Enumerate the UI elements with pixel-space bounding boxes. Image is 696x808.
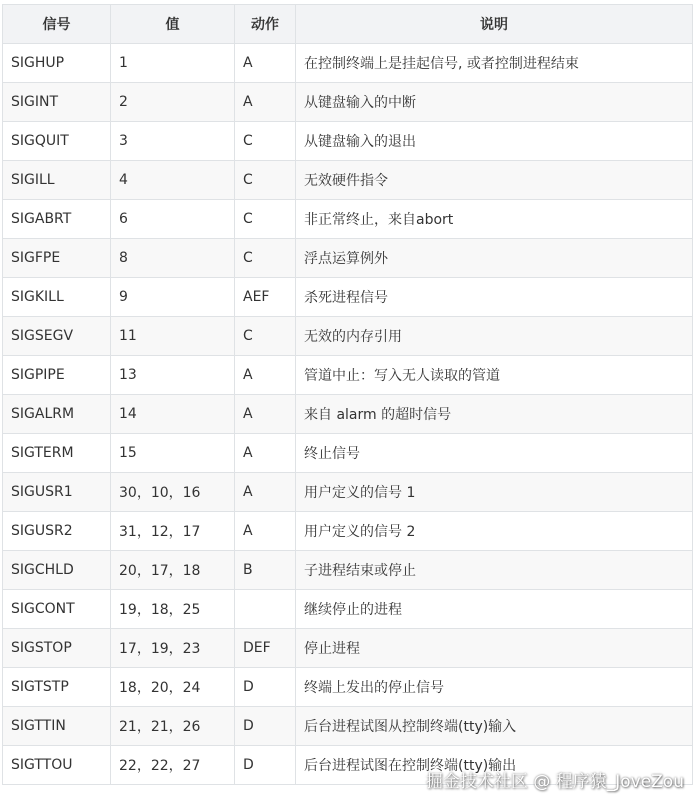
cell-action: C [235, 200, 296, 239]
cell-action: A [235, 356, 296, 395]
cell-action: D [235, 707, 296, 746]
cell-value: 21，21，26 [111, 707, 235, 746]
cell-description: 非正常终止，来自abort [296, 200, 693, 239]
table-row [3, 434, 693, 473]
cell-value: 31，12，17 [111, 512, 235, 551]
cell-description: 无效硬件指令 [296, 161, 693, 200]
watermark: 掘金技术社区 @ 程序猿_JoveZou [425, 772, 684, 792]
table-row [3, 278, 693, 317]
cell-value: 14 [111, 395, 235, 434]
table-row [3, 629, 693, 668]
cell-signal: SIGCHLD [3, 551, 111, 590]
cell-description: 继续停止的进程 [296, 590, 693, 629]
cell-description: 子进程结束或停止 [296, 551, 693, 590]
table-row [3, 239, 693, 278]
table-row [3, 317, 693, 356]
header-value: 值 [111, 5, 235, 44]
cell-signal: SIGABRT [3, 200, 111, 239]
cell-value: 3 [111, 122, 235, 161]
cell-value: 20，17，18 [111, 551, 235, 590]
cell-signal: SIGKILL [3, 278, 111, 317]
cell-description: 无效的内存引用 [296, 317, 693, 356]
cell-value: 2 [111, 83, 235, 122]
cell-value: 8 [111, 239, 235, 278]
cell-signal: SIGQUIT [3, 122, 111, 161]
cell-signal: SIGUSR1 [3, 473, 111, 512]
table-row [3, 590, 693, 629]
cell-action: A [235, 473, 296, 512]
header-signal: 信号 [3, 5, 111, 44]
cell-action: A [235, 44, 296, 83]
cell-action: C [235, 239, 296, 278]
table-row [3, 473, 693, 512]
cell-action: DEF [235, 629, 296, 668]
header-action: 动作 [235, 5, 296, 44]
cell-description: 用户定义的信号 2 [296, 512, 693, 551]
cell-description: 来自 alarm 的超时信号 [296, 395, 693, 434]
cell-action: D [235, 668, 296, 707]
cell-value: 4 [111, 161, 235, 200]
cell-signal: SIGTTOU [3, 746, 111, 785]
header-description: 说明 [296, 5, 693, 44]
cell-description: 管道中止：写入无人读取的管道 [296, 356, 693, 395]
table-row [3, 512, 693, 551]
cell-value: 19，18，25 [111, 590, 235, 629]
cell-signal: SIGCONT [3, 590, 111, 629]
cell-value: 18，20，24 [111, 668, 235, 707]
cell-action: B [235, 551, 296, 590]
cell-description: 浮点运算例外 [296, 239, 693, 278]
cell-signal: SIGILL [3, 161, 111, 200]
cell-value: 9 [111, 278, 235, 317]
cell-signal: SIGSEGV [3, 317, 111, 356]
table-row [3, 551, 693, 590]
cell-description: 后台进程试图从控制终端(tty)输入 [296, 707, 693, 746]
cell-action: C [235, 317, 296, 356]
cell-signal: SIGFPE [3, 239, 111, 278]
table-row [3, 122, 693, 161]
cell-signal: SIGTTIN [3, 707, 111, 746]
cell-action [235, 590, 296, 629]
table-row [3, 707, 693, 746]
table-row [3, 668, 693, 707]
cell-description: 停止进程 [296, 629, 693, 668]
cell-description: 终止信号 [296, 434, 693, 473]
cell-description: 从键盘输入的中断 [296, 83, 693, 122]
table-row [3, 83, 693, 122]
cell-value: 1 [111, 44, 235, 83]
cell-value: 22，22，27 [111, 746, 235, 785]
table-row [3, 395, 693, 434]
cell-action: C [235, 161, 296, 200]
cell-value: 30，10，16 [111, 473, 235, 512]
cell-description: 在控制终端上是挂起信号, 或者控制进程结束 [296, 44, 693, 83]
cell-value: 11 [111, 317, 235, 356]
cell-action: A [235, 395, 296, 434]
cell-value: 13 [111, 356, 235, 395]
cell-signal: SIGPIPE [3, 356, 111, 395]
cell-signal: SIGTERM [3, 434, 111, 473]
table-row [3, 200, 693, 239]
cell-signal: SIGALRM [3, 395, 111, 434]
table-row [3, 161, 693, 200]
cell-action: D [235, 746, 296, 785]
cell-signal: SIGHUP [3, 44, 111, 83]
cell-action: AEF [235, 278, 296, 317]
cell-signal: SIGINT [3, 83, 111, 122]
cell-value: 6 [111, 200, 235, 239]
cell-action: A [235, 83, 296, 122]
cell-value: 17，19，23 [111, 629, 235, 668]
cell-signal: SIGUSR2 [3, 512, 111, 551]
table-row [3, 44, 693, 83]
cell-signal: SIGTSTP [3, 668, 111, 707]
cell-description: 从键盘输入的退出 [296, 122, 693, 161]
cell-action: A [235, 512, 296, 551]
cell-signal: SIGSTOP [3, 629, 111, 668]
table-header [3, 5, 693, 44]
cell-description: 杀死进程信号 [296, 278, 693, 317]
cell-description: 终端上发出的停止信号 [296, 668, 693, 707]
cell-action: A [235, 434, 296, 473]
cell-description: 用户定义的信号 1 [296, 473, 693, 512]
table-body [3, 44, 693, 785]
cell-value: 15 [111, 434, 235, 473]
cell-action: C [235, 122, 296, 161]
table-row [3, 356, 693, 395]
header-row [3, 5, 693, 44]
signal-table [2, 4, 693, 785]
cell-description: 后台进程试图在控制终端(tty)输出 [296, 746, 693, 785]
